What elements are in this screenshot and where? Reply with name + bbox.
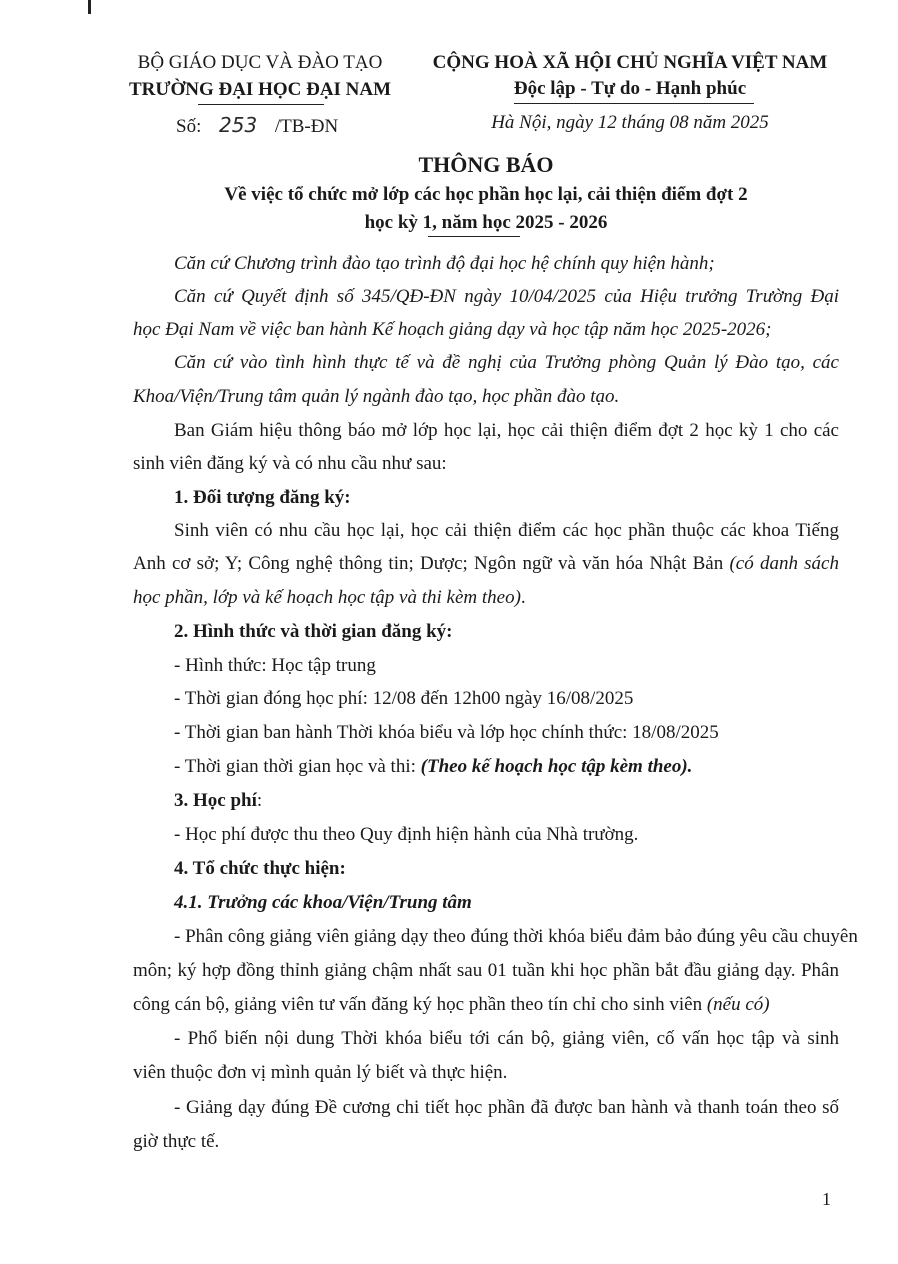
basis-2-line1: Căn cứ Quyết định số 345/QĐ-ĐN ngày 10/04/2025 của Hiệu trưởng Trường Đại <box>174 286 839 307</box>
section1-line2 <box>133 553 839 575</box>
section4-p3-line1: - Giảng dạy đúng Đề cương chi tiết học phần đã được ban hành và thanh toán theo số <box>174 1097 839 1118</box>
section4-1-heading: 4.1. Trưởng các khoa/Viện/Trung tâm <box>174 892 472 913</box>
section2-item1: - Hình thức: Học tập trung <box>174 655 376 676</box>
section1-heading: 1. Đối tượng đăng ký: <box>174 487 351 508</box>
motto-underline <box>514 103 754 104</box>
section1-line2-text: Anh cơ sở; Y; Công nghệ thông tin; Dược; Ngôn ngữ và văn hóa Nhật Bản <box>133 553 730 574</box>
section1-line1: Sinh viên có nhu cầu học lại, học cải thiện điểm các học phần thuộc các khoa Tiếng <box>174 520 839 541</box>
document-title: THÔNG BÁO <box>418 152 554 177</box>
intro-line2: sinh viên đăng ký và có nhu cầu như sau: <box>133 453 447 474</box>
number-suffix: /TB-ĐN <box>274 116 339 137</box>
ministry-name: BỘ GIÁO DỤC VÀ ĐÀO TẠO <box>137 52 383 73</box>
section2-item4-text: - Thời gian thời gian học và thi: <box>174 756 421 777</box>
title-underline <box>428 236 520 237</box>
section4-p1-line3 <box>133 994 770 1016</box>
document-number <box>176 113 338 138</box>
section3-heading-colon: : <box>256 790 263 811</box>
scan-artifact <box>88 0 91 14</box>
country-name: CỘNG HOÀ XÃ HỘI CHỦ NGHĨA VIỆT NAM <box>432 52 828 73</box>
section4-p1-line1: - Phân công giảng viên giảng dạy theo đúng thời khóa biểu đảm bảo đúng yêu cầu chuyên <box>174 926 858 947</box>
section4-p3-line2: giờ thực tế. <box>133 1131 220 1152</box>
section1-line2-italic: (có danh sách <box>729 553 839 574</box>
section4-heading: 4. Tổ chức thực hiện: <box>174 858 346 879</box>
section2-heading: 2. Hình thức và thời gian đăng ký: <box>174 621 453 642</box>
section3-heading-text: 3. Học phí <box>174 790 257 811</box>
basis-1: Căn cứ Chương trình đào tạo trình độ đại học hệ chính quy hiện hành; <box>174 253 715 274</box>
intro-line1: Ban Giám hiệu thông báo mở lớp học lại, học cải thiện điểm đợt 2 học kỳ 1 cho các <box>174 420 839 441</box>
page-number: 1 <box>822 1189 831 1209</box>
basis-2-line2: học Đại Nam về việc ban hành Kế hoạch giảng dạy và học tập năm học 2025-2026; <box>133 319 772 340</box>
handwritten-number: 253 <box>219 113 258 137</box>
section1-line3-end: . <box>520 587 526 608</box>
section1-line3-italic: học phần, lớp và kế hoạch học tập và thi kèm theo) <box>133 587 521 608</box>
section2-item4 <box>174 756 692 778</box>
section3-heading <box>174 790 262 812</box>
section4-p1-line3-italic: (nếu có) <box>706 994 770 1015</box>
section3-item1: - Học phí được thu theo Quy định hiện hành của Nhà trường. <box>174 824 639 845</box>
section4-p1-line3-text: công cán bộ, giảng viên tư vấn đăng ký học phần theo tín chỉ cho sinh viên <box>133 994 707 1015</box>
national-motto: Độc lập - Tự do - Hạnh phúc <box>513 78 747 99</box>
section2-item3: - Thời gian ban hành Thời khóa biểu và lớp học chính thức: 18/08/2025 <box>174 722 719 743</box>
section2-item4-emphasis: (Theo kế hoạch học tập kèm theo). <box>420 756 693 777</box>
university-underline <box>198 104 324 105</box>
document-subtitle-line2: học kỳ 1, năm học 2025 - 2026 <box>364 212 608 233</box>
section4-p2-line1: - Phổ biến nội dung Thời khóa biểu tới cán bộ, giảng viên, cố vấn học tập và sinh <box>174 1028 839 1049</box>
number-label: Số: <box>176 116 202 137</box>
place-date: Hà Nội, ngày 12 tháng 08 năm 2025 <box>491 112 769 133</box>
section1-line3 <box>133 587 526 609</box>
section4-p1-line2: môn; ký hợp đồng thỉnh giảng chậm nhất sau 01 tuần khi học phần bắt đầu giảng dạy. Phân <box>133 960 839 981</box>
basis-3-line1: Căn cứ vào tình hình thực tế và đề nghị của Trưởng phòng Quản lý Đào tạo, các <box>174 352 839 373</box>
section4-p2-line2: viên thuộc đơn vị mình quản lý biết và thực hiện. <box>133 1062 508 1083</box>
document-subtitle-line1: Về việc tổ chức mở lớp các học phần học lại, cải thiện điểm đợt 2 <box>224 184 748 205</box>
university-name: TRƯỜNG ĐẠI HỌC ĐẠI NAM <box>128 79 392 100</box>
basis-3-line2: Khoa/Viện/Trung tâm quản lý ngành đào tạo, học phần đào tạo. <box>133 386 620 407</box>
section2-item2: - Thời gian đóng học phí: 12/08 đến 12h00 ngày 16/08/2025 <box>174 688 634 709</box>
